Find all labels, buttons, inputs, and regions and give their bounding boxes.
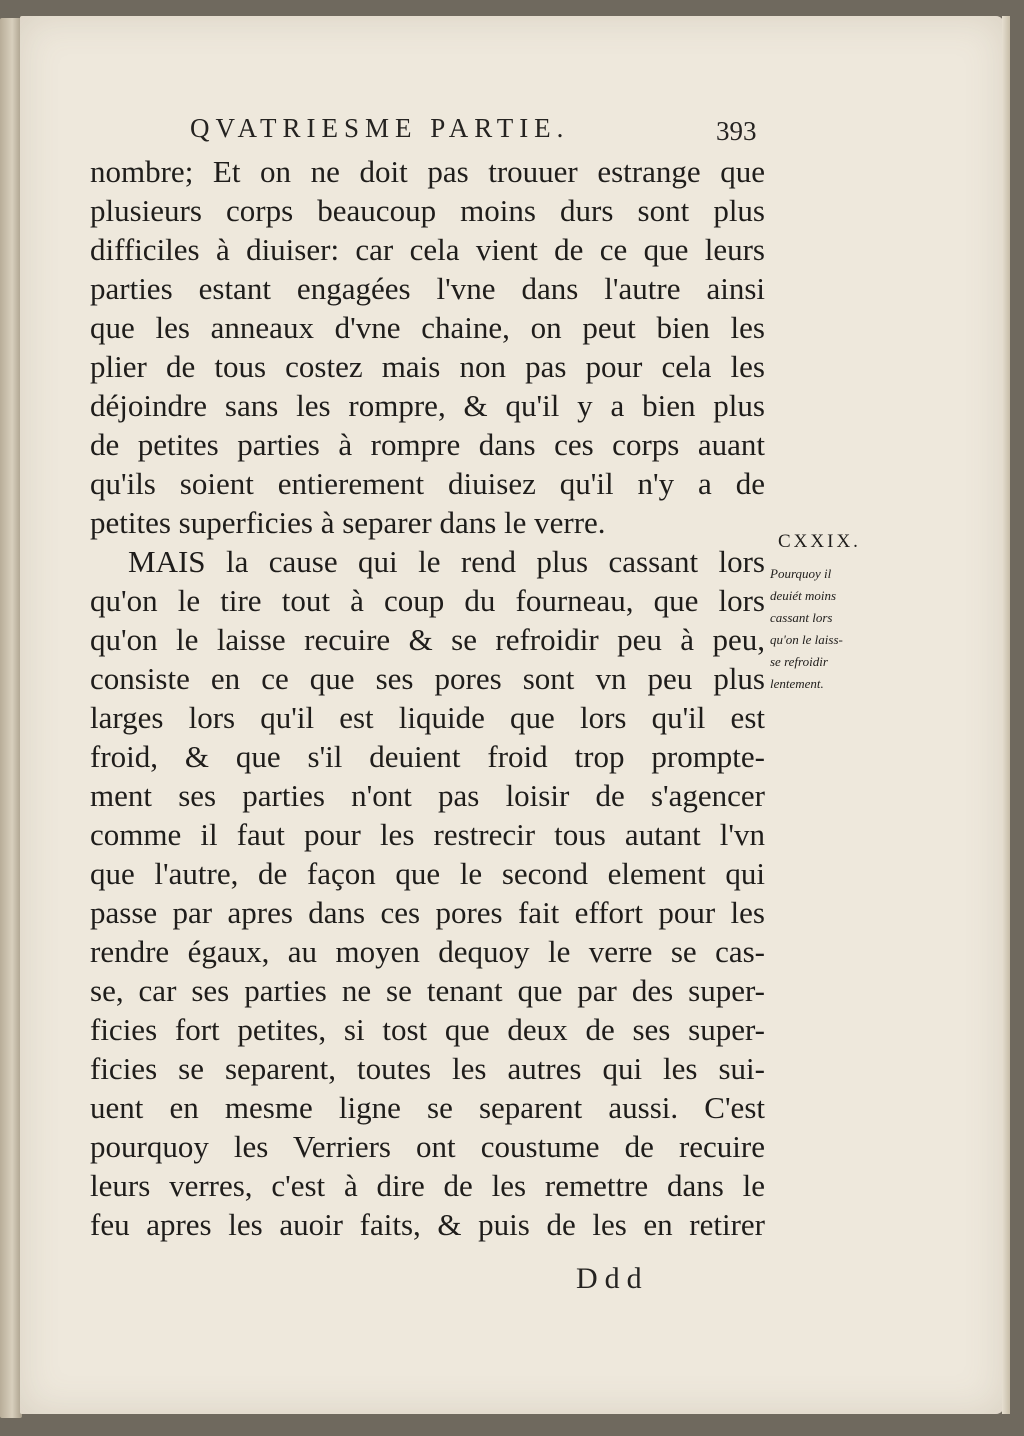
text-line: qu'on le tire tout à coup du fourneau, que lors (90, 583, 765, 618)
paragraph-start-line: MAIS la cause qui le rend plus cassant lors (128, 544, 765, 579)
text-line: pourquoy les Verriers ont coustume de recuire (90, 1129, 765, 1164)
marginal-note-line: lentement. (770, 676, 824, 691)
text-line: que l'autre, de façon que le second element qui (90, 856, 765, 891)
marginal-note-line: se refroidir (770, 654, 828, 669)
main-text-block (90, 152, 765, 1244)
text-line: passe par apres dans ces pores fait effort pour les (90, 895, 765, 930)
text-line: uent en mesme ligne se separent aussi. C'est (90, 1090, 765, 1125)
text-line: qu'ils soient entierement diuisez qu'il n'y a de (90, 466, 765, 501)
text-line: de petites parties à rompre dans ces corps auant (90, 427, 765, 462)
text-line: ment ses parties n'ont pas loisir de s'agencer (90, 778, 765, 813)
text-line: comme il faut pour les restrecir tous autant l'vn (90, 817, 765, 852)
marginal-note (770, 531, 880, 695)
text-line: larges lors qu'il est liquide que lors qu'il est (90, 700, 765, 735)
text-line: rendre égaux, au moyen dequoy le verre se cas- (90, 934, 765, 969)
text-line: feu apres les auoir faits, & puis de les en retirer (90, 1207, 765, 1242)
text-line: parties estant engagées l'vne dans l'autre ainsi (90, 271, 765, 306)
text-line: se, car ses parties ne se tenant que par des super- (90, 973, 765, 1008)
marginal-note-number: CXXIX. (778, 531, 861, 552)
text-line: leurs verres, c'est à dire de les remettre dans le (90, 1168, 765, 1203)
text-line: que les anneaux d'vne chaine, on peut bien les (90, 310, 765, 345)
marginal-note-line: Pourquoy il (770, 566, 832, 581)
text-line: ficies se separent, toutes les autres qui les sui- (90, 1051, 765, 1086)
text-line: déjoindre sans les rompre, & qu'il y a bien plus (90, 388, 765, 423)
text-line: nombre; Et on ne doit pas trouuer estrange que (90, 154, 765, 189)
previous-page-edge (0, 18, 22, 1418)
marginal-note-line: deuiét moins (770, 588, 837, 603)
page-fore-edge (1002, 16, 1010, 1414)
text-line: ficies fort petites, si tost que deux de ses super- (90, 1012, 765, 1047)
running-title: QVATRIESME PARTIE. (190, 113, 570, 143)
text-line: froid, & que s'il deuient froid trop prompte- (90, 739, 765, 774)
text-line: qu'on le laisse recuire & se refroidir peu à peu, (90, 622, 765, 657)
marginal-note-line: cassant lors (770, 610, 833, 625)
signature-mark: Ddd (576, 1262, 649, 1295)
text-line: plusieurs corps beaucoup moins durs sont plus (90, 193, 765, 228)
text-line: plier de tous costez mais non pas pour cela les (90, 349, 765, 384)
text-line: difficiles à diuiser: car cela vient de ce que leurs (90, 232, 765, 267)
text-line: petites superficies à separer dans le verre. (90, 505, 606, 540)
page-number: 393 (716, 116, 757, 146)
text-line: consiste en ce que ses pores sont vn peu plus (90, 661, 765, 696)
marginal-note-line: qu'on le laiss- (770, 632, 843, 647)
